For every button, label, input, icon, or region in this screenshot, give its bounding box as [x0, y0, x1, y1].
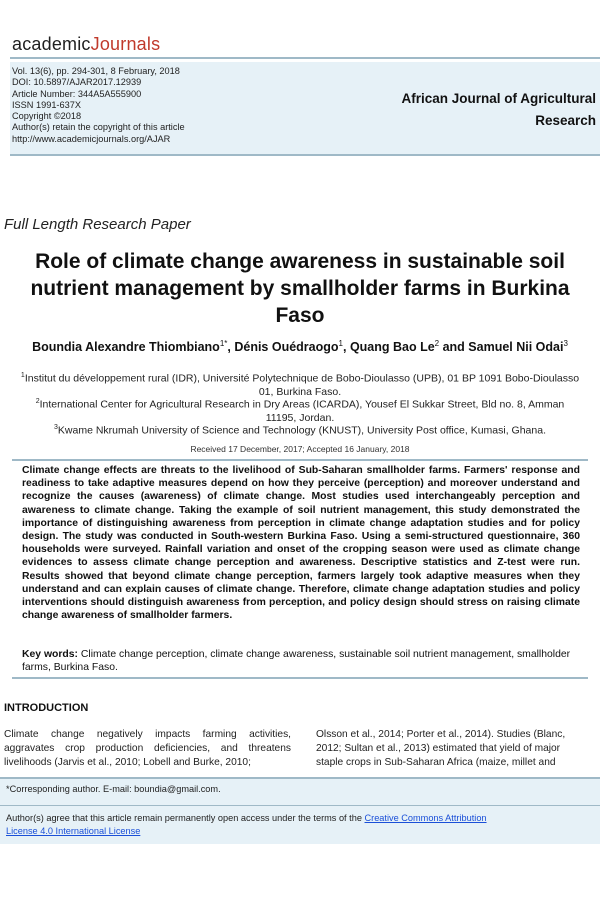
- affiliation-number: 1: [20, 372, 25, 379]
- article-meta: [12, 66, 185, 145]
- intro-right-line: Olsson et al., 2014; Porter et al., 2014). Studies (Blanc,: [316, 729, 566, 740]
- author-affiliation-mark: 2: [434, 339, 440, 348]
- keywords: [22, 649, 580, 674]
- affiliation-text: Kwame Nkrumah University of Science and Technology (KNUST), University Post office, Kumasi, Ghana.: [57, 424, 546, 437]
- author-separator: ,: [342, 340, 350, 355]
- author-name: Samuel Nii Odai: [468, 340, 564, 355]
- license-notice: [6, 812, 487, 838]
- keywords-label: Key words:: [22, 649, 79, 660]
- affiliation-number: 2: [35, 398, 40, 405]
- affiliation-text: Institut du développement rural (IDR), Université Polytechnique de Bobo-Dioulasso (UPB), 01 BP 1091 Bobo-Dioulasso: [24, 372, 580, 385]
- section-heading-introduction: INTRODUCTION: [4, 702, 89, 714]
- header-top-rule: [10, 57, 600, 59]
- license-text: Author(s) agree that this article remain permanently open access under the terms of the: [6, 813, 365, 823]
- affiliation-3: [0, 421, 600, 438]
- publisher-logo-part1: academic: [12, 34, 91, 54]
- journal-name: [401, 88, 596, 132]
- author-affiliation-mark: 3: [563, 339, 568, 348]
- intro-right-line: staple crops in Sub-Saharan Africa (maize, millet and: [316, 757, 556, 768]
- footer-divider: [0, 805, 600, 806]
- author-separator: and: [439, 340, 469, 355]
- intro-left-column: Climate change negatively impacts farming activities, aggravates crop production deficiencies, and threatens livelihoods (Jarvis et al., 2010; Lobell and Burke, 2010;: [4, 729, 291, 768]
- paper-title: Role of climate change awareness in sustainable soil nutrient management by smallholder farms in Burkina Faso: [30, 250, 570, 327]
- publisher-logo-part2: Journals: [90, 34, 161, 54]
- affiliation-text: International Center for Agricultural Research in Dry Areas (ICARDA), Yousef El Sukkar Street, Bld no. 8, Amman: [39, 398, 565, 411]
- received-dates: Received 17 December, 2017; Accepted 16 January, 2018: [190, 444, 410, 454]
- journal-name-line1: African Journal of Agricultural: [401, 91, 596, 106]
- abstract-text: Climate change effects are threats to the livelihood of Sub-Saharan smallholder farms. Farmers' response and readiness to take adaptive measures depend on how they perceive (perception) and moreover understand and recognize the causes (awareness) of climate change. Most studies used interchangeably perception and awareness to climate change. Taking the example of soil nutrient management, this study demonstrated the importance of distinguishing awareness from perception in climate change adaptation studies and for policy design. The study was conducted in South-western Burkina Faso. Using a semi-structured questionnaire, 360 households were surveyed. Rainfall variation and onset of the cropping season were used as climate change evidences to assess climate change perception and awareness. Descriptive statistics and Z-test were run. Results showed that beyond climate change perception, farmers largely took adaptive measures when they understand and can explain causes of climate change. Therefore, climate change adaptation studies and policy interventions should distinguish awareness from perception, and policy design should stress on raising climate change awareness of smallholder farmers.: [22, 465, 580, 622]
- license-link[interactable]: Creative Commons Attribution: [364, 813, 487, 823]
- paper-type: Full Length Research Paper: [4, 216, 191, 233]
- intro-right-line: 2012; Sultan et al., 2013) estimated that yield of major: [316, 743, 561, 754]
- author-affiliation-mark: 1*: [219, 339, 228, 348]
- publisher-logo: [12, 34, 160, 55]
- author-name: Boundia Alexandre Thiombiano: [32, 340, 220, 355]
- corresponding-author: *Corresponding author. E-mail: boundia@gmail.com.: [6, 784, 221, 794]
- meta-doi: DOI: 10.5897/AJAR2017.12939: [12, 77, 142, 88]
- author-name: Dénis Ouédraogo: [234, 340, 339, 355]
- affiliation-number: 3: [54, 424, 58, 431]
- meta-volume: Vol. 13(6), pp. 294-301, 8 February, 2018: [12, 66, 180, 76]
- meta-url[interactable]: http://www.academicjournals.org/AJAR: [12, 133, 171, 144]
- meta-copyright: Copyright ©2018: [12, 111, 82, 122]
- meta-rights: Author(s) retain the copyright of this article: [12, 122, 185, 133]
- meta-article-number: Article Number: 344A5A555900: [12, 88, 142, 99]
- intro-right-column: [316, 728, 600, 770]
- author-separator: ,: [227, 340, 235, 355]
- keywords-text: Climate change perception, climate change awareness, sustainable soil nutrient management, smallholder farms, Burkina Faso.: [22, 649, 571, 673]
- meta-issn: ISSN 1991-637X: [12, 99, 81, 110]
- license-link-cont[interactable]: License 4.0 International License: [6, 826, 141, 836]
- journal-name-line2: Research: [535, 113, 596, 128]
- affiliation-text-cont: 11195, Jordan.: [265, 411, 335, 424]
- author-affiliation-mark: 1: [338, 339, 343, 348]
- affiliation-text-cont: 01, Burkina Faso.: [258, 385, 342, 398]
- author-list: [0, 339, 600, 354]
- author-name: Quang Bao Le: [349, 340, 435, 355]
